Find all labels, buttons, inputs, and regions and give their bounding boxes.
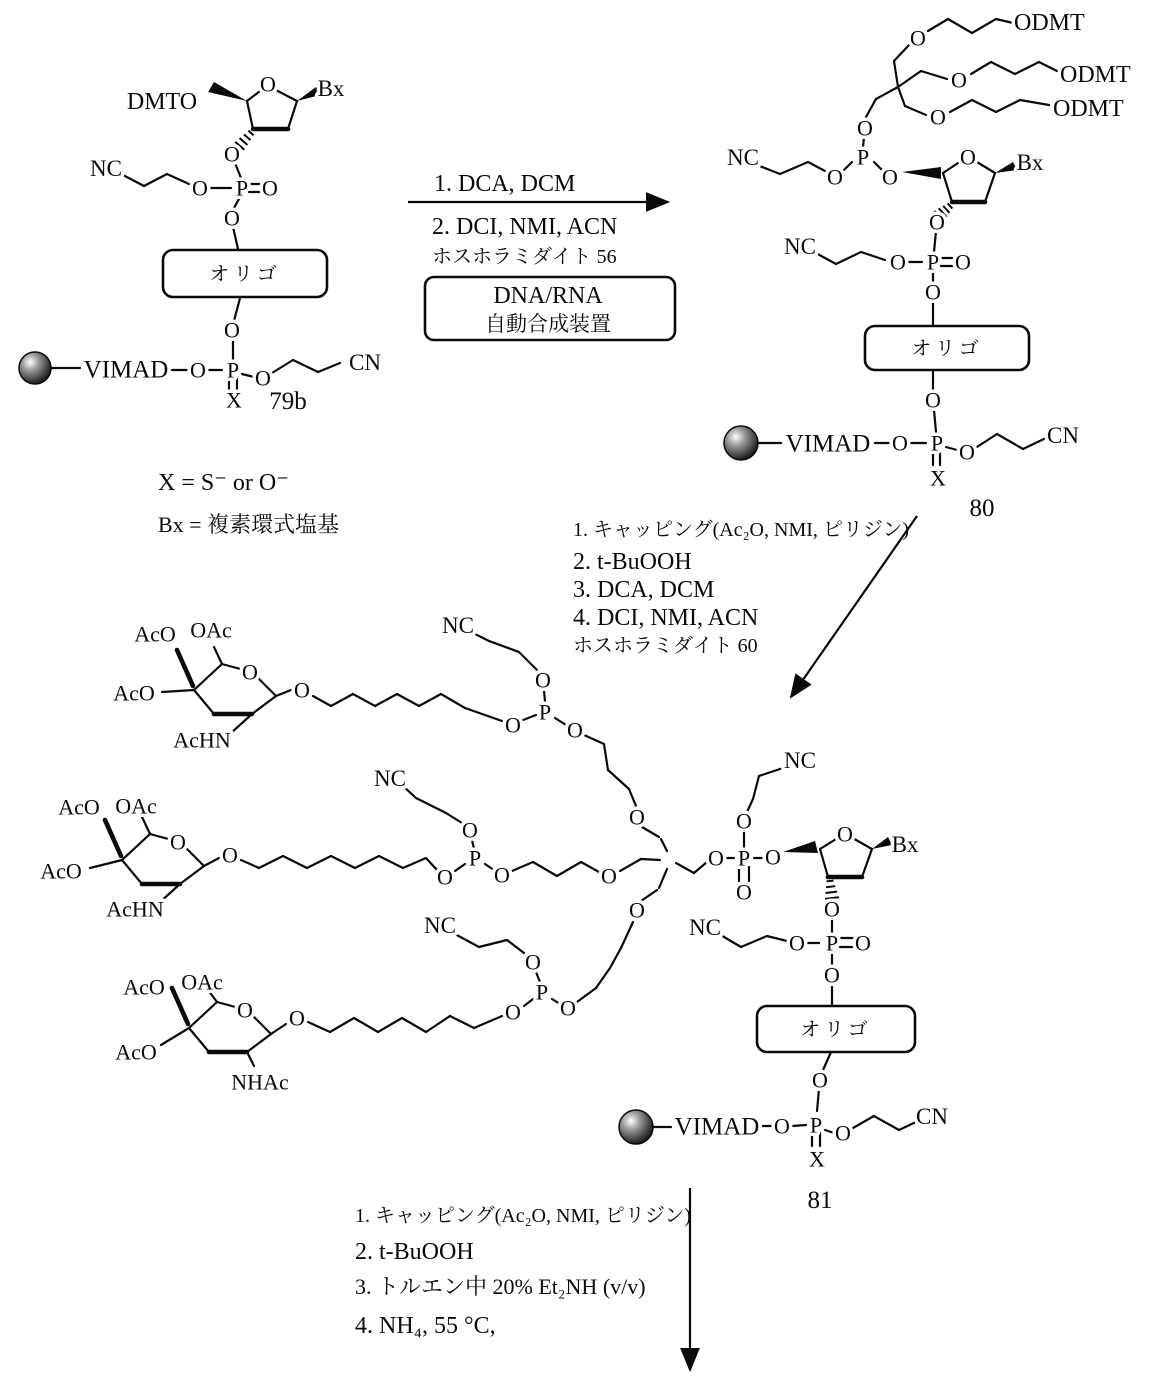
atom-label-o: O <box>955 249 971 275</box>
atom-label-o: O <box>262 175 278 201</box>
atom-label-o: O <box>892 430 908 456</box>
reaction-condition: 3. DCA, DCM <box>573 577 715 603</box>
wedge-bond <box>995 162 1017 173</box>
bond <box>375 694 397 706</box>
atom-label-o: O <box>929 209 945 235</box>
bond <box>450 1016 474 1028</box>
hashed-bond-tick <box>826 886 835 887</box>
hashed-bond-tick <box>248 131 253 136</box>
reaction-arrow-step-2 <box>791 516 917 697</box>
bond <box>808 162 825 171</box>
bond <box>610 948 621 968</box>
bond <box>331 694 353 706</box>
bond <box>426 1016 450 1032</box>
atom-label-o: O <box>765 844 781 870</box>
atom-label-nc: NC <box>90 155 122 181</box>
reaction-arrows-layer <box>408 202 917 1370</box>
bond <box>455 864 465 871</box>
bond <box>608 770 629 789</box>
bond <box>1015 62 1039 74</box>
atom-label-o: O <box>789 930 805 956</box>
bond <box>217 1002 239 1008</box>
bond <box>288 101 297 129</box>
bond <box>161 1028 189 1045</box>
bond <box>162 690 194 692</box>
atom-label-o: O <box>837 821 853 847</box>
atom-label-bx: Bx <box>891 831 919 857</box>
bond <box>905 106 926 115</box>
bond <box>1023 438 1046 449</box>
atom-label-o: O <box>925 387 941 413</box>
bond <box>661 839 667 851</box>
synthesizer-box-label: DNA/RNA <box>493 283 603 309</box>
atom-label-bx: Bx <box>317 75 345 101</box>
atom-label-o: O <box>959 439 975 465</box>
atom-label-p: P <box>226 357 240 383</box>
atom-label-p: P <box>856 144 870 170</box>
atom-label-o: O <box>812 1067 828 1093</box>
bond <box>557 862 581 876</box>
hashed-bond-tick <box>826 892 838 893</box>
atom-label-nc: NC <box>689 914 721 940</box>
bond <box>780 162 808 174</box>
atom-label-o: O <box>890 249 906 275</box>
atom-label-o: O <box>910 25 926 51</box>
bond <box>441 694 465 708</box>
synthesizer-box-label: 自動合成装置 <box>485 312 611 336</box>
bond <box>247 1034 271 1052</box>
atom-label-o: O <box>289 1005 305 1031</box>
atom-label-o: O <box>494 862 510 888</box>
atom-label-o: O <box>567 717 583 743</box>
bond <box>122 834 150 860</box>
bond <box>307 856 331 868</box>
bond <box>719 934 741 947</box>
bond <box>465 708 502 721</box>
bond <box>629 789 636 806</box>
bond <box>293 360 318 372</box>
atom-label-p: P <box>825 930 839 956</box>
bond <box>759 768 783 776</box>
atom-label-nc: NC <box>784 747 816 773</box>
atom-label-aco: AcO <box>134 621 176 647</box>
bond <box>996 19 1013 23</box>
bond <box>898 87 905 106</box>
bond <box>271 1024 286 1034</box>
atom-label-odmt: ODMT <box>1060 62 1131 89</box>
bond <box>241 860 259 868</box>
bond <box>997 434 1023 449</box>
bond <box>122 860 142 884</box>
bond <box>620 859 641 871</box>
atom-label-p: P <box>235 175 249 201</box>
atom-label-o: O <box>736 879 752 905</box>
bond <box>604 744 608 770</box>
bond <box>397 694 419 706</box>
bond <box>862 849 872 877</box>
bold-bond <box>105 820 121 856</box>
bond <box>379 856 403 868</box>
atom-label-aco: AcO <box>58 794 100 820</box>
atom-label-nc: NC <box>727 144 759 170</box>
bond <box>577 988 596 1002</box>
atom-label-vimad: VIMAD <box>83 356 169 384</box>
atom-label-oac: OAc <box>115 793 157 819</box>
bond <box>898 71 921 87</box>
atom-label-o: O <box>560 995 576 1021</box>
bond <box>523 715 536 720</box>
atom-label-o: O <box>629 804 645 830</box>
bond <box>167 174 189 184</box>
bond <box>836 252 861 264</box>
atom-label-o: O <box>224 205 240 231</box>
bond <box>426 858 437 870</box>
bond <box>318 363 340 372</box>
bond <box>844 162 852 170</box>
bond <box>985 173 995 202</box>
bond <box>555 718 566 725</box>
atom-label-p: P <box>737 845 751 871</box>
bond <box>121 174 144 186</box>
bond <box>485 864 494 870</box>
bond <box>90 860 122 868</box>
atom-label-achn: AcHN <box>173 727 231 753</box>
bond <box>996 100 1020 112</box>
reaction-condition: 2. t-BuOOH <box>355 1239 474 1265</box>
bond <box>453 933 479 947</box>
atom-label-cn: CN <box>916 1103 948 1129</box>
atom-label-p: P <box>538 699 552 725</box>
bond <box>258 678 276 696</box>
solid-support-bead <box>724 426 758 460</box>
bond <box>479 940 507 947</box>
atom-label-nc: NC <box>784 233 816 259</box>
bond <box>861 252 885 260</box>
bond <box>283 856 307 868</box>
bond <box>231 714 252 733</box>
bond <box>253 1016 271 1034</box>
bond <box>194 690 214 714</box>
atom-label-o: O <box>462 817 478 843</box>
reaction-condition: 2. DCI, NMI, ACN <box>432 214 618 240</box>
bond <box>402 1018 426 1032</box>
atom-label-aco: AcO <box>40 858 82 884</box>
atom-label-o: O <box>170 829 186 855</box>
bond <box>820 849 828 877</box>
atom-label-o: O <box>708 845 724 871</box>
bond <box>853 1116 874 1128</box>
bond <box>308 1022 330 1032</box>
hashed-bond-tick <box>827 881 834 882</box>
bond <box>247 1052 254 1066</box>
bond <box>581 862 599 872</box>
bond <box>247 101 253 129</box>
bond <box>894 45 909 61</box>
bond <box>272 360 293 373</box>
atom-label-p: P <box>930 430 944 456</box>
bond <box>946 447 957 450</box>
bond <box>894 61 898 87</box>
atom-label-o: O <box>222 842 238 868</box>
atom-label-o: O <box>260 71 276 97</box>
legend-definition: X = S⁻ or O⁻ <box>158 470 289 496</box>
atom-label-o: O <box>535 667 551 693</box>
atom-label-o: O <box>824 896 840 922</box>
atom-label-o: O <box>294 677 310 703</box>
atom-label-o: O <box>882 164 898 190</box>
atom-label-nc: NC <box>442 612 474 638</box>
bond <box>142 817 150 834</box>
atom-label-cn: CN <box>1047 422 1079 448</box>
bond <box>446 813 462 823</box>
atom-label-x: X <box>930 465 946 491</box>
bond <box>753 776 759 799</box>
bond <box>524 999 533 1006</box>
bond <box>416 798 446 813</box>
reaction-condition: ホスホラミダイト 60 <box>573 635 758 657</box>
bond <box>991 62 1015 74</box>
atom-label-vimad: VIMAD <box>785 430 871 458</box>
atom-label-o: O <box>601 863 617 889</box>
bond <box>767 936 787 941</box>
atom-label-o: O <box>505 712 521 738</box>
wedge-bond <box>872 837 892 849</box>
bond <box>921 71 947 79</box>
atom-label-nc: NC <box>424 912 456 938</box>
atom-label-o: O <box>525 949 541 975</box>
bond <box>222 664 244 670</box>
atom-label-x: X <box>809 1146 825 1172</box>
atom-label-aco: AcO <box>113 680 155 706</box>
bond <box>189 1028 209 1052</box>
atom-label-o: O <box>224 141 240 167</box>
bond <box>331 856 355 868</box>
hashed-bond-tick <box>240 138 248 145</box>
reaction-condition: 1. キャッピング(Ac₂O, NMI, ピリジン) <box>573 519 910 541</box>
atom-label-o: O <box>242 659 258 685</box>
bond <box>313 696 331 706</box>
bond <box>489 641 519 652</box>
bond <box>741 936 767 947</box>
legend-definition: Bx = 複素環式塩基 <box>158 512 340 537</box>
atom-label-vimad: VIMAD <box>674 1113 760 1141</box>
bond <box>214 647 222 664</box>
compound-number: 81 <box>807 1187 833 1214</box>
atom-label-p: P <box>468 845 482 871</box>
oligo-box-label: オリゴ <box>800 1019 872 1041</box>
atom-label-odmt: ODMT <box>1053 96 1124 123</box>
compound-number: 79b <box>269 388 307 415</box>
solid-support-bead <box>619 1110 653 1144</box>
bond <box>180 866 204 884</box>
atom-label-oac: OAc <box>181 969 223 995</box>
bond <box>972 100 996 112</box>
compound-number: 80 <box>969 495 995 522</box>
bond <box>189 1002 217 1028</box>
atom-label-aco: AcO <box>123 974 165 1000</box>
bond <box>330 1018 354 1032</box>
reaction-condition: ホスホラミダイト 56 <box>432 246 617 268</box>
bond <box>977 434 997 447</box>
bond <box>874 162 882 170</box>
bond <box>186 848 204 866</box>
atom-label-o: O <box>930 104 946 130</box>
atom-label-o: O <box>237 997 253 1023</box>
atom-label-o: O <box>855 930 871 956</box>
bond <box>694 862 707 873</box>
bond <box>1039 62 1057 71</box>
bond <box>276 690 291 696</box>
bold-bond <box>177 650 193 686</box>
atom-label-p: P <box>809 1112 823 1138</box>
atom-label-odmt: ODMT <box>1014 10 1085 37</box>
bond <box>252 696 276 714</box>
bond <box>204 858 219 866</box>
bond <box>950 100 972 112</box>
atom-label-nhac: NHAc <box>231 1069 289 1095</box>
bond <box>659 869 667 888</box>
reaction-condition: 3. トルエン中 20% Et₂NH (v/v) <box>355 1274 646 1299</box>
bond <box>971 62 991 74</box>
solid-support-bead <box>19 352 51 384</box>
bond <box>641 859 660 860</box>
atom-label-p: P <box>926 249 940 275</box>
atom-label-o: O <box>629 897 645 923</box>
wedge-bonds-layer <box>208 82 1017 853</box>
atom-label-o: O <box>951 67 967 93</box>
atom-label-dmto: DMTO <box>126 89 198 116</box>
hashed-bond-tick <box>244 134 251 140</box>
atom-label-o: O <box>827 164 843 190</box>
bond <box>874 1116 899 1130</box>
wedge-bond <box>783 841 818 853</box>
atom-label-cn: CN <box>349 349 381 375</box>
atom-label-bx: Bx <box>1016 149 1044 175</box>
atom-label-o: O <box>437 864 453 890</box>
bond <box>1020 100 1049 105</box>
wedge-bond <box>208 82 247 101</box>
bond <box>934 410 936 432</box>
atom-label-oac: OAc <box>190 617 232 643</box>
atom-label-nc: NC <box>374 765 406 791</box>
atom-label-o: O <box>736 808 752 834</box>
reaction-condition: 1. DCA, DCM <box>434 171 576 197</box>
atom-label-o: O <box>824 962 840 988</box>
bond <box>242 374 254 377</box>
atom-label-x: X <box>226 387 242 413</box>
bond <box>825 1130 834 1133</box>
reaction-condition: 4. NH₄, 55 °C, <box>355 1313 496 1339</box>
atom-label-aco: AcO <box>115 1039 157 1065</box>
bond <box>194 664 222 690</box>
bond <box>144 174 167 186</box>
reaction-condition: 2. t-BuOOH <box>573 549 692 575</box>
atom-label-o: O <box>505 999 521 1025</box>
wedge-bond <box>902 167 941 179</box>
bond <box>948 19 972 33</box>
reaction-condition: 1. キャッピング(Ac₂O, NMI, ピリジン) <box>355 1205 692 1227</box>
atom-label-o: O <box>774 1113 790 1139</box>
atom-label-o: O <box>224 317 240 343</box>
oligo-box-label: オリゴ <box>209 263 281 286</box>
atom-label-p: P <box>535 979 549 1005</box>
bond <box>355 856 379 868</box>
bond <box>676 863 694 873</box>
bond <box>419 694 441 706</box>
atom-label-o: O <box>255 365 271 391</box>
bond <box>792 1125 806 1126</box>
bond <box>378 1018 402 1032</box>
bond <box>584 735 604 744</box>
bond <box>353 694 375 706</box>
atom-label-o: O <box>857 115 873 141</box>
bond <box>150 834 172 840</box>
bond <box>552 999 560 1004</box>
atom-label-o: O <box>190 357 206 383</box>
bond <box>512 862 533 871</box>
bond <box>621 922 633 948</box>
bond <box>928 19 948 31</box>
bond <box>866 99 876 117</box>
bond <box>876 87 898 99</box>
bond <box>354 1018 378 1032</box>
atom-label-o: O <box>960 144 976 170</box>
bond <box>943 173 952 202</box>
bond <box>596 968 610 988</box>
bond <box>814 252 836 264</box>
atom-label-o: O <box>192 175 208 201</box>
oligo-box-label: オリゴ <box>911 338 983 360</box>
reaction-condition: 4. DCI, NMI, ACN <box>573 605 759 631</box>
bond <box>259 856 283 868</box>
atom-label-achn: AcHN <box>106 896 164 922</box>
atom-label-o: O <box>835 1120 851 1146</box>
bond <box>403 858 426 868</box>
wedge-bond <box>297 87 320 101</box>
bond <box>533 862 557 876</box>
bond <box>757 165 780 174</box>
bond <box>474 1016 502 1028</box>
bond <box>972 19 996 33</box>
atom-label-o: O <box>925 279 941 305</box>
bond <box>507 940 524 953</box>
